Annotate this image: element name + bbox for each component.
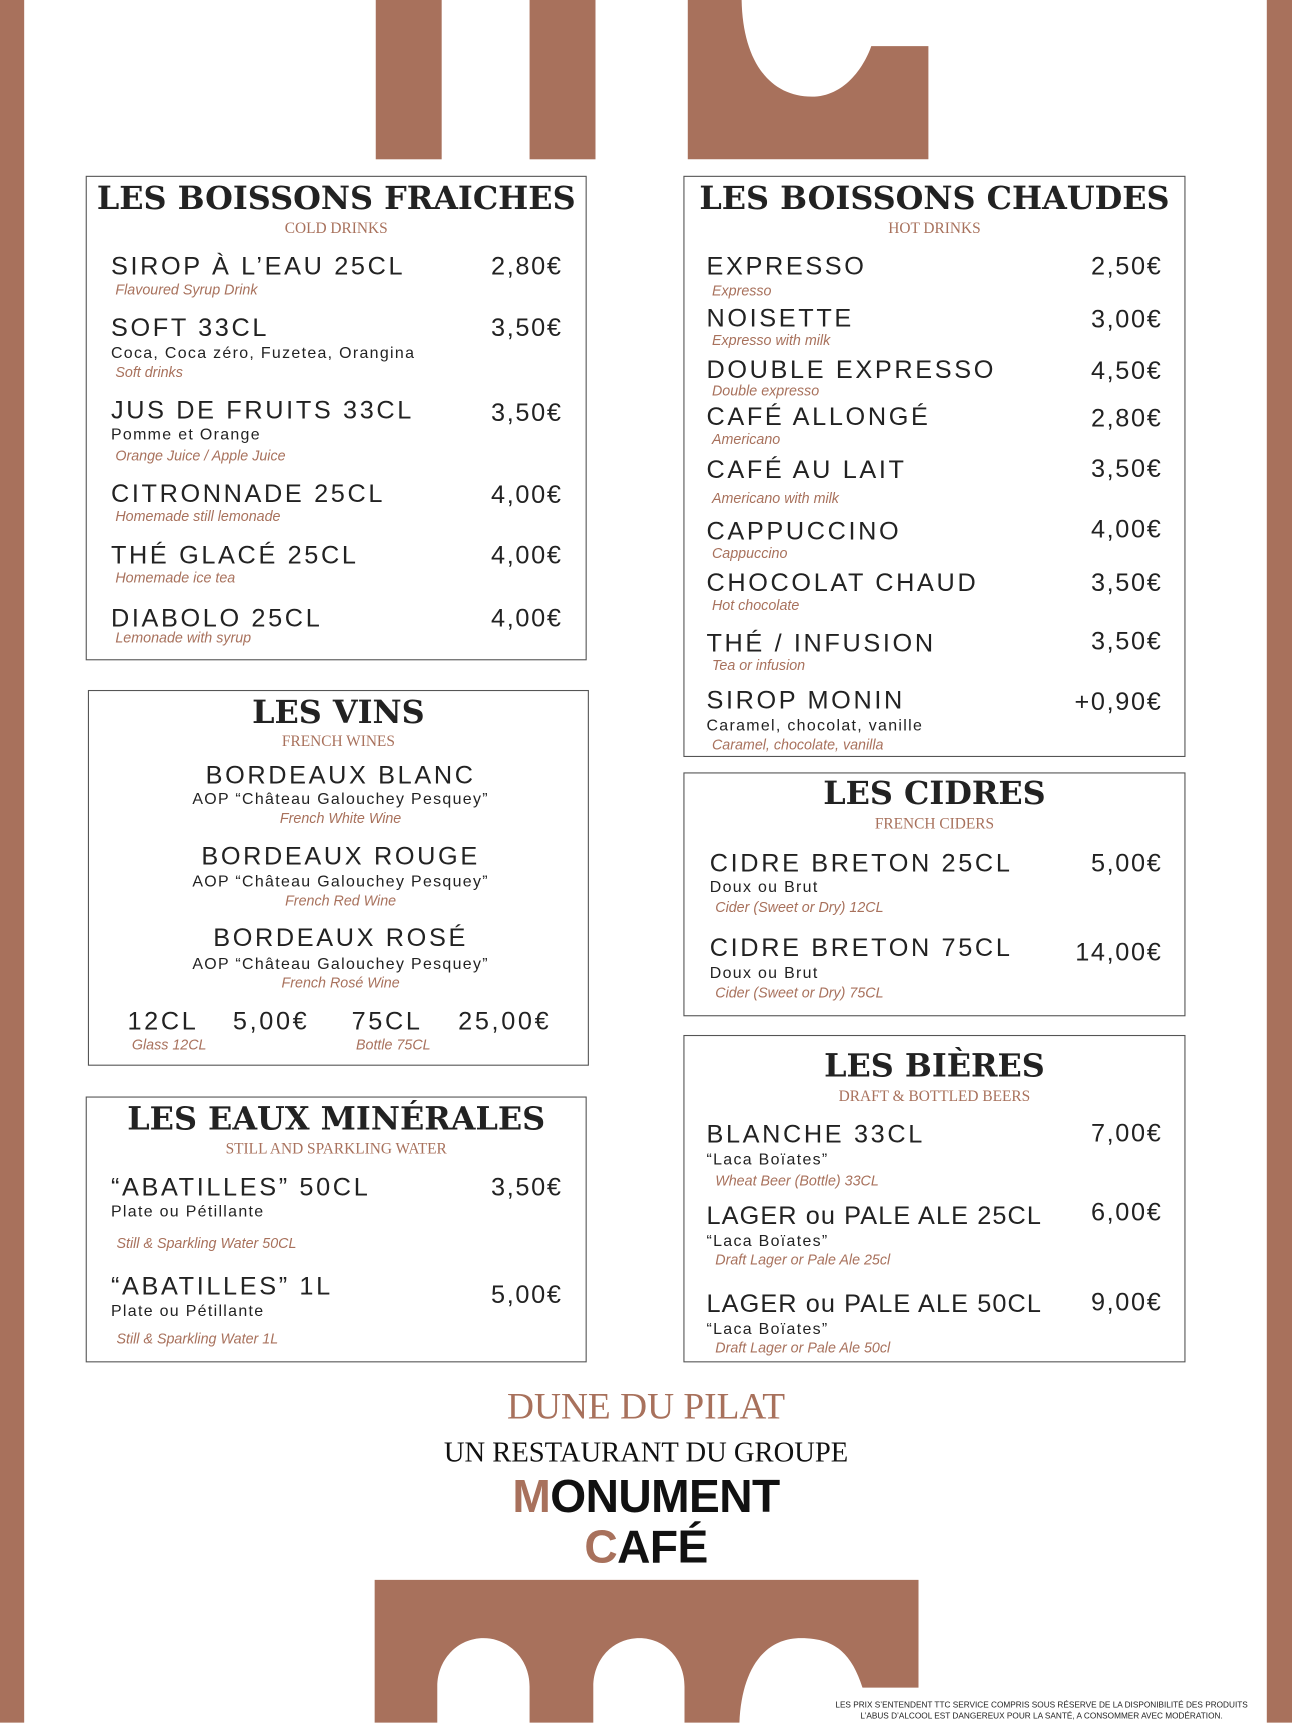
- item-name: CIDRE BRETON 25CL: [709, 847, 1013, 877]
- item-english: Expresso: [711, 281, 772, 299]
- item-english: Wheat Beer (Bottle) 33CL: [715, 1171, 879, 1189]
- item-english: Draft Lager or Pale Ale 25cl: [715, 1250, 891, 1268]
- item-description: Doux ou Brut: [709, 878, 819, 896]
- item-price: 4,00€: [491, 602, 563, 632]
- item-name: LAGER ou PALE ALE 50CL: [706, 1288, 1043, 1317]
- disclaimer-alcohol: L’ABUS D’ALCOOL EST DANGEREUX POUR LA SANTÉ, A CONSOMMER AVEC MODÉRATION.: [860, 1710, 1223, 1721]
- item-name: SOFT 33CL: [110, 312, 270, 342]
- item-english: Still & Sparkling Water 1L: [116, 1329, 279, 1347]
- item-price: 2,50€: [1090, 251, 1163, 280]
- item-name: CIDRE BRETON 75CL: [709, 932, 1013, 961]
- item-english: Americano with milk: [711, 489, 839, 506]
- item-description: Caramel, chocolat, vanille: [706, 716, 924, 735]
- right-border-bar: [1267, 0, 1292, 1723]
- item-description: Coca, Coca zéro, Fuzetea, Orangina: [110, 344, 416, 363]
- item-price: 2,80€: [1090, 402, 1163, 432]
- item-name: BORDEAUX ROUGE: [201, 841, 480, 870]
- item-price: +0,90€: [1074, 686, 1163, 715]
- glass-price: 5,00€: [232, 1005, 310, 1035]
- item-price: 4,50€: [1090, 355, 1163, 384]
- section-title: LES BOISSONS FRAICHES: [96, 179, 576, 217]
- item-english: Double expresso: [711, 381, 820, 399]
- item-price: 9,00€: [1090, 1287, 1163, 1316]
- section-title: LES BIÈRES: [824, 1047, 1045, 1085]
- item-name: BLANCHE 33CL: [706, 1119, 925, 1148]
- section-subtitle: STILL AND SPARKLING WATER: [225, 1141, 447, 1159]
- section-subtitle: DRAFT & BOTTLED BEERS: [838, 1088, 1031, 1106]
- item-name: BORDEAUX ROSÉ: [213, 922, 468, 951]
- item-english: French Red Wine: [285, 891, 397, 909]
- top-bar-1: [376, 0, 442, 159]
- item-name: THÉ / INFUSION: [706, 627, 936, 657]
- item-english: Soft drinks: [115, 363, 183, 380]
- item-english: Cappuccino: [711, 544, 788, 561]
- glass-english: Glass 12CL: [131, 1035, 207, 1053]
- brand-logo-line-2: [584, 1522, 707, 1573]
- section-title: LES EAUX MINÉRALES: [127, 1099, 546, 1138]
- item-english: Expresso with milk: [711, 331, 831, 348]
- item-price: 4,00€: [491, 540, 563, 569]
- item-english: Homemade still lemonade: [115, 507, 281, 524]
- item-price: 3,50€: [491, 397, 563, 426]
- disclaimer-prices: LES PRIX S’ENTENDENT TTC SERVICE COMPRIS SOUS RÉSERVE DE LA DISPONIBILITÉ DES PRODUITS: [835, 1699, 1248, 1710]
- brand-initial: M: [512, 1470, 551, 1522]
- item-price: 5,00€: [1090, 847, 1163, 877]
- item-name: CAFÉ AU LAIT: [706, 454, 907, 483]
- glass-size: 12CL: [127, 1005, 199, 1035]
- item-english: French Rosé Wine: [281, 973, 400, 991]
- item-description: “Laca Boïates”: [706, 1320, 829, 1338]
- item-english: Caramel, chocolate, vanilla: [711, 735, 884, 753]
- section-title: LES VINS: [252, 693, 425, 731]
- item-name: EXPRESSO: [706, 251, 867, 280]
- item-english: French White Wine: [279, 809, 402, 826]
- item-english: Hot chocolate: [711, 596, 800, 613]
- item-english: Lemonade with syrup: [115, 629, 252, 646]
- item-name: LAGER ou PALE ALE 25CL: [706, 1200, 1043, 1229]
- item-price: 4,00€: [1090, 513, 1163, 543]
- item-description: AOP “Château Galouchey Pesquey”: [192, 872, 489, 891]
- bottle-price: 25,00€: [458, 1005, 552, 1035]
- item-name: CITRONNADE 25CL: [110, 478, 386, 508]
- item-price: 3,00€: [1090, 303, 1163, 333]
- item-price: 3,50€: [1090, 453, 1163, 482]
- item-english: Still & Sparkling Water 50CL: [116, 1234, 297, 1251]
- item-description: “Laca Boïates”: [706, 1232, 829, 1250]
- item-price: 5,00€: [491, 1279, 563, 1309]
- left-border-bar: [0, 0, 24, 1723]
- item-description: Pomme et Orange: [110, 425, 261, 444]
- location-title: DUNE DU PILAT: [506, 1386, 786, 1428]
- item-english: Cider (Sweet or Dry) 12CL: [715, 898, 884, 915]
- top-bar-2: [530, 0, 596, 159]
- item-price: 3,50€: [491, 312, 563, 342]
- item-name: DOUBLE EXPRESSO: [706, 354, 997, 383]
- section-title: LES CIDRES: [823, 774, 1046, 812]
- item-english: Flavoured Syrup Drink: [115, 280, 258, 298]
- bottle-english: Bottle 75CL: [355, 1035, 431, 1053]
- item-name: BORDEAUX BLANC: [205, 759, 476, 789]
- item-price: 2,80€: [491, 251, 563, 280]
- item-price: 6,00€: [1090, 1197, 1163, 1226]
- item-name: DIABOLO 25CL: [110, 602, 323, 632]
- item-price: 4,00€: [491, 479, 563, 509]
- item-name: JUS DE FRUITS 33CL: [110, 394, 415, 424]
- bottle-size: 75CL: [351, 1005, 423, 1035]
- brand-initial: C: [584, 1520, 618, 1573]
- item-name: CHOCOLAT CHAUD: [706, 567, 979, 597]
- item-description: Doux ou Brut: [709, 964, 819, 982]
- top-arch-shape: [688, 0, 929, 159]
- item-name: CAPPUCCINO: [706, 515, 902, 545]
- item-description: “Laca Boïates”: [706, 1150, 829, 1169]
- item-english: Cider (Sweet or Dry) 75CL: [715, 983, 884, 1001]
- group-line: UN RESTAURANT DU GROUPE: [443, 1436, 849, 1468]
- item-name: NOISETTE: [706, 302, 854, 332]
- item-description: Plate ou Pétillante: [110, 1202, 265, 1221]
- brand-rest: ONUMENT: [550, 1470, 780, 1522]
- section-subtitle: COLD DRINKS: [284, 220, 388, 238]
- item-english: Orange Juice / Apple Juice: [115, 446, 286, 464]
- item-english: Draft Lager or Pale Ale 50cl: [715, 1338, 891, 1356]
- item-english: Americano: [711, 430, 781, 447]
- item-name: “ABATILLES” 50CL: [110, 1171, 371, 1201]
- item-price: 3,50€: [1090, 625, 1163, 655]
- item-price: 3,50€: [1090, 567, 1163, 597]
- section-title: LES BOISSONS CHAUDES: [699, 179, 1170, 217]
- item-english: Tea or infusion: [711, 656, 806, 673]
- section-subtitle: FRENCH WINES: [281, 733, 395, 751]
- item-name: THÉ GLACÉ 25CL: [110, 540, 359, 569]
- item-price: 3,50€: [491, 1171, 563, 1201]
- brand-rest: AFÉ: [617, 1520, 708, 1573]
- item-name: SIROP MONIN: [706, 685, 905, 714]
- item-name: “ABATILLES” 1L: [110, 1270, 333, 1300]
- section-subtitle: FRENCH CIDERS: [874, 816, 995, 833]
- item-description: AOP “Château Galouchey Pesquey”: [192, 790, 489, 809]
- item-name: SIROP À L’EAU 25CL: [110, 251, 406, 280]
- item-name: CAFÉ ALLONGÉ: [706, 401, 931, 431]
- item-price: 14,00€: [1075, 936, 1163, 966]
- brand-logo-line-1: [512, 1471, 779, 1522]
- section-subtitle: HOT DRINKS: [888, 220, 981, 238]
- item-description: Plate ou Pétillante: [110, 1302, 265, 1321]
- item-description: AOP “Château Galouchey Pesquey”: [192, 955, 489, 973]
- item-price: 7,00€: [1090, 1117, 1163, 1147]
- item-english: Homemade ice tea: [115, 568, 236, 586]
